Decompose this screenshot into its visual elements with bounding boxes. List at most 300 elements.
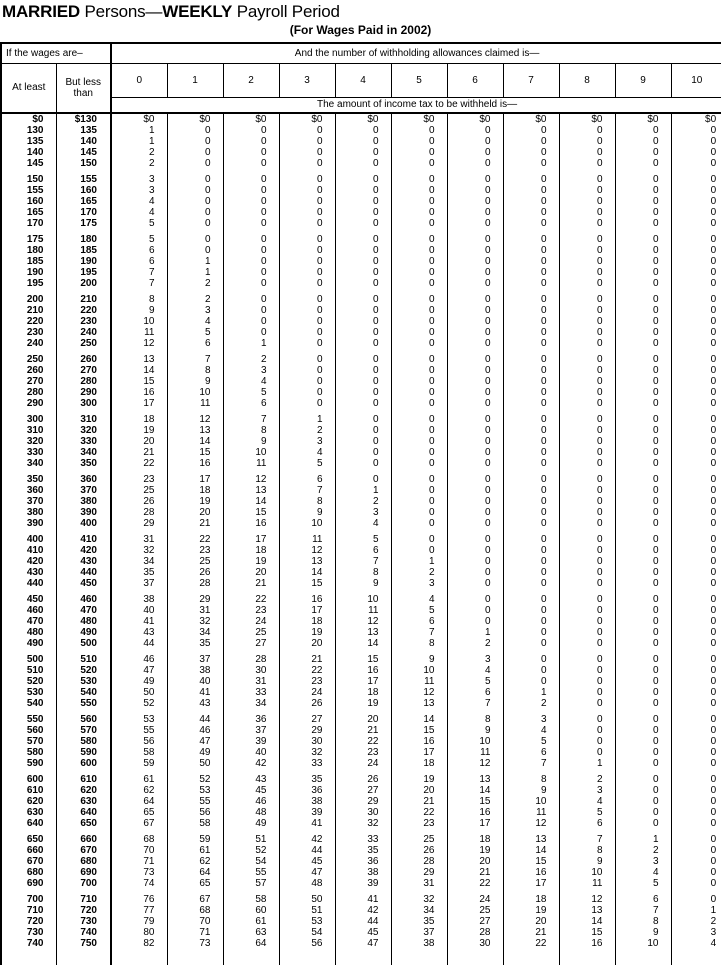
tax-amount-cell: 37 — [167, 649, 223, 665]
tax-amount-cell: 0 — [447, 229, 503, 245]
tax-amount-cell: 19 — [167, 496, 223, 507]
at-least-cell: 700 — [1, 889, 56, 905]
tax-amount-cell: 14 — [447, 785, 503, 796]
tax-amount-cell: 44 — [335, 916, 391, 927]
tax-amount-cell: 0 — [391, 447, 447, 458]
tax-amount-cell: 0 — [447, 556, 503, 567]
tax-amount-cell: 58 — [111, 747, 167, 758]
tax-amount-cell: 0 — [559, 147, 615, 158]
tax-amount-cell: 0 — [710, 545, 717, 556]
at-least-cell: 470 — [1, 616, 56, 627]
tax-amount-cell: 0 — [503, 147, 559, 158]
tax-amount-cell: 0 — [559, 747, 615, 758]
tax-amount-cell: 0 — [279, 147, 335, 158]
tax-amount-cell: 53 — [111, 709, 167, 725]
tax-amount-cell: 0 — [335, 169, 391, 185]
wage-bracket-group — [1, 229, 721, 289]
tax-amount-cell: 0 — [710, 578, 717, 589]
tax-amount-cell: 20 — [447, 856, 503, 867]
tax-amount-cell: 0 — [710, 387, 717, 398]
tax-amount-cell: 11 — [335, 605, 391, 616]
tax-amount-cell: 12 — [111, 338, 167, 349]
table-row — [1, 529, 721, 545]
but-less-than-cell: 420 — [56, 545, 111, 556]
tax-amount-cell: 15 — [391, 725, 447, 736]
tax-amount-cell: 0 — [710, 747, 717, 758]
tax-amount-cell: 3 — [111, 185, 167, 196]
table-row — [1, 136, 721, 147]
tax-amount-cell: 58 — [223, 889, 279, 905]
tax-amount-cell: 0 — [710, 845, 717, 856]
tax-amount-cell: 0 — [615, 409, 671, 425]
tax-amount-cell: 0 — [559, 425, 615, 436]
tax-amount-cell: 77 — [111, 905, 167, 916]
tax-amount-cell: 4 — [447, 665, 503, 676]
tax-amount-cell: 6 — [615, 889, 671, 905]
tax-amount-cell: 45 — [279, 856, 335, 867]
tax-amount-cell: 26 — [335, 769, 391, 785]
tax-amount-cell: 5 — [447, 676, 503, 687]
tax-amount-cell: 10 — [111, 316, 167, 327]
tax-amount-cell: 0 — [615, 376, 671, 387]
at-least-cell: 360 — [1, 485, 56, 496]
tax-amount-cell: 10 — [391, 665, 447, 676]
tax-amount-cell: 0 — [503, 365, 559, 376]
page-title — [0, 0, 721, 22]
wage-bracket-group — [1, 769, 721, 829]
at-least-cell: 310 — [1, 425, 56, 436]
tax-amount-cell: 0 — [279, 218, 335, 229]
tax-amount-cell: 57 — [223, 878, 279, 889]
tax-amount-cell: 0 — [503, 256, 559, 267]
tax-amount-cell: 25 — [447, 905, 503, 916]
wages-are-header: If the wages are– — [1, 43, 111, 63]
tax-amount-cell: 0 — [503, 665, 559, 676]
at-least-cell: 600 — [1, 769, 56, 785]
tax-amount-cell: 0 — [167, 207, 223, 218]
table-row — [1, 409, 721, 425]
tax-amount-cell: 0 — [503, 207, 559, 218]
tax-amount-cell: 0 — [559, 185, 615, 196]
tax-amount-cell: 0 — [615, 627, 671, 638]
tax-amount-cell: 33 — [279, 758, 335, 769]
table-row — [1, 207, 721, 218]
tax-amount-cell: 0 — [559, 469, 615, 485]
at-least-cell: 200 — [1, 289, 56, 305]
tax-amount-cell: 0 — [279, 125, 335, 136]
tax-amount-cell: 0 — [559, 316, 615, 327]
tax-amount-cell: 44 — [167, 709, 223, 725]
at-least-cell: 350 — [1, 469, 56, 485]
tax-amount-cell: 0 — [223, 305, 279, 316]
tax-amount-cell: 9 — [279, 507, 335, 518]
tax-amount-cell: 22 — [167, 529, 223, 545]
tax-amount-cell: 0 — [710, 518, 717, 529]
tax-amount-cell: 0 — [503, 567, 559, 578]
tax-amount-cell: 0 — [710, 638, 717, 649]
tax-amount-cell: 42 — [279, 829, 335, 845]
tax-amount-cell: 0 — [447, 196, 503, 207]
wage-bracket-group — [1, 409, 721, 469]
table-row — [1, 147, 721, 158]
tax-amount-cell: 13 — [279, 556, 335, 567]
tax-amount-cell: 3 — [279, 436, 335, 447]
but-less-than-cell: 330 — [56, 436, 111, 447]
tax-amount-cell: 1 — [447, 627, 503, 638]
tax-amount-cell: 0 — [223, 229, 279, 245]
tax-amount-cell: 0 — [710, 818, 717, 829]
tax-amount-cell: 0 — [503, 507, 559, 518]
tax-amount-cell: 22 — [391, 807, 447, 818]
tax-amount-cell: 17 — [447, 818, 503, 829]
table-row — [1, 927, 721, 938]
tax-amount-cell: 0 — [223, 327, 279, 338]
tax-amount-cell: 0 — [559, 518, 615, 529]
tax-amount-cell: 0 — [559, 169, 615, 185]
tax-amount-cell: 0 — [391, 207, 447, 218]
tax-amount-cell: 18 — [447, 829, 503, 845]
tax-amount-cell: 1 — [167, 267, 223, 278]
tax-amount-cell: 0 — [710, 207, 717, 218]
tax-amount-cell: 22 — [503, 938, 559, 949]
at-least-cell: 570 — [1, 736, 56, 747]
but-less-than-cell: 310 — [56, 409, 111, 425]
tax-amount-cell: 0 — [391, 278, 447, 289]
tax-amount-cell: 65 — [111, 807, 167, 818]
tax-amount-cell: 0 — [710, 567, 717, 578]
tax-amount-cell: 0 — [615, 245, 671, 256]
tax-amount-cell: 27 — [279, 709, 335, 725]
tax-amount-cell: 0 — [223, 218, 279, 229]
tax-amount-cell: 76 — [111, 889, 167, 905]
tax-amount-cell: 0 — [335, 305, 391, 316]
tax-amount-cell: 41 — [167, 687, 223, 698]
but-less-than-cell: 480 — [56, 616, 111, 627]
tax-amount-cell: 0 — [615, 338, 671, 349]
tax-amount-cell: 0 — [447, 136, 503, 147]
tax-amount-cell: 52 — [223, 845, 279, 856]
tax-amount-cell: 6 — [391, 616, 447, 627]
tax-amount-cell: 40 — [167, 676, 223, 687]
tax-amount-cell: 34 — [223, 698, 279, 709]
at-least-cell: 240 — [1, 338, 56, 349]
tax-amount-cell: 0 — [391, 365, 447, 376]
tax-amount-cell: 0 — [559, 545, 615, 556]
tax-amount-cell: 0 — [447, 425, 503, 436]
tax-amount-cell: 38 — [335, 867, 391, 878]
tax-amount-cell: 4 — [279, 447, 335, 458]
tax-amount-cell: 42 — [223, 758, 279, 769]
tax-amount-cell: 26 — [279, 698, 335, 709]
tax-amount-cell: 20 — [223, 567, 279, 578]
tax-amount-cell: 0 — [391, 218, 447, 229]
tax-amount-cell: $0 — [111, 113, 167, 125]
tax-amount-cell: 2 — [503, 698, 559, 709]
tax-amount-cell: 0 — [279, 376, 335, 387]
but-less-than-cell: 340 — [56, 447, 111, 458]
tax-amount-cell: 0 — [391, 158, 447, 169]
but-less-than-cell: 400 — [56, 518, 111, 529]
tax-amount-cell: 0 — [503, 458, 559, 469]
tax-amount-cell: 71 — [167, 927, 223, 938]
tax-amount-cell: 10 — [335, 589, 391, 605]
tax-amount-cell: 0 — [710, 714, 717, 725]
tax-amount-cell: 16 — [223, 518, 279, 529]
tax-amount-cell: 0 — [615, 589, 671, 605]
tax-amount-cell: 0 — [559, 529, 615, 545]
tax-amount-cell: 0 — [447, 158, 503, 169]
tax-amount-cell: 0 — [710, 414, 717, 425]
tax-amount-cell: 0 — [503, 125, 559, 136]
tax-amount-cell: 0 — [503, 425, 559, 436]
tax-amount-cell: 11 — [503, 807, 559, 818]
tax-amount-cell: 0 — [447, 398, 503, 409]
tax-amount-cell: 17 — [111, 398, 167, 409]
but-less-than-cell: 490 — [56, 627, 111, 638]
tax-amount-cell: 71 — [111, 856, 167, 867]
tax-amount-cell: 0 — [615, 496, 671, 507]
tax-amount-cell: 0 — [335, 229, 391, 245]
tax-amount-cell: 4 — [559, 796, 615, 807]
tax-amount-cell: 0 — [615, 785, 671, 796]
table-row — [1, 649, 721, 665]
tax-amount-cell: 9 — [559, 856, 615, 867]
tax-amount-cell: 36 — [279, 785, 335, 796]
tax-amount-cell: 2 — [111, 158, 167, 169]
allowance-col-header-7: 7 — [503, 63, 559, 97]
tax-amount-cell: 34 — [391, 905, 447, 916]
tax-amount-cell: 0 — [391, 409, 447, 425]
tax-amount-cell: 5 — [279, 458, 335, 469]
tax-amount-cell: 0 — [710, 796, 717, 807]
at-least-cell: 620 — [1, 796, 56, 807]
table-row — [1, 556, 721, 567]
table-row — [1, 709, 721, 725]
tax-amount-cell: 44 — [279, 845, 335, 856]
tax-amount-cell: 0 — [503, 327, 559, 338]
but-less-than-cell: 520 — [56, 665, 111, 676]
at-least-cell: 640 — [1, 818, 56, 829]
at-least-cell: 690 — [1, 878, 56, 889]
but-less-than-cell: 180 — [56, 229, 111, 245]
tax-amount-cell: 6 — [559, 818, 615, 829]
tax-amount-cell: 0 — [615, 305, 671, 316]
tax-amount-cell: 0 — [391, 436, 447, 447]
tax-amount-cell: 38 — [279, 796, 335, 807]
tax-amount-cell: 0 — [615, 147, 671, 158]
tax-amount-cell: 0 — [710, 665, 717, 676]
but-less-than-cell: 510 — [56, 649, 111, 665]
but-less-than-cell: 160 — [56, 185, 111, 196]
tax-amount-cell: 4 — [335, 518, 391, 529]
tax-amount-cell: 0 — [615, 436, 671, 447]
table-row — [1, 916, 721, 927]
at-least-cell: 300 — [1, 409, 56, 425]
tax-amount-cell: 4 — [615, 867, 671, 878]
tax-amount-cell: 0 — [279, 158, 335, 169]
tax-amount-cell: 0 — [447, 338, 503, 349]
but-less-than-cell: 210 — [56, 289, 111, 305]
table-row — [1, 425, 721, 436]
wage-bracket-group — [1, 289, 721, 349]
tax-amount-cell: 0 — [503, 469, 559, 485]
tax-amount-cell: 56 — [111, 736, 167, 747]
tax-amount-cell: 0 — [503, 436, 559, 447]
but-less-than-cell: 500 — [56, 638, 111, 649]
tax-amount-cell: 0 — [615, 605, 671, 616]
at-least-cell: 220 — [1, 316, 56, 327]
tax-amount-cell: 28 — [111, 507, 167, 518]
tax-amount-cell: 9 — [223, 436, 279, 447]
table-row — [1, 289, 721, 305]
tax-amount-cell: 0 — [335, 158, 391, 169]
tax-amount-cell: 0 — [559, 278, 615, 289]
at-least-cell: 390 — [1, 518, 56, 529]
tax-amount-cell: 54 — [279, 927, 335, 938]
tax-amount-cell: 0 — [503, 278, 559, 289]
at-least-cell: 260 — [1, 365, 56, 376]
tax-amount-cell: 50 — [111, 687, 167, 698]
but-less-than-cell: 165 — [56, 196, 111, 207]
tax-amount-cell: 46 — [111, 649, 167, 665]
but-less-than-cell: 270 — [56, 365, 111, 376]
tax-amount-cell: 0 — [391, 169, 447, 185]
tax-amount-cell: 0 — [447, 387, 503, 398]
tax-amount-cell: 0 — [615, 207, 671, 218]
table-row — [1, 725, 721, 736]
tax-amount-cell: 0 — [391, 507, 447, 518]
tax-amount-cell: 11 — [111, 327, 167, 338]
tax-amount-cell: 0 — [447, 278, 503, 289]
but-less-than-cell: 600 — [56, 758, 111, 769]
tax-amount-cell: 0 — [503, 578, 559, 589]
tax-amount-cell: 0 — [615, 169, 671, 185]
tax-amount-cell: 0 — [391, 398, 447, 409]
tax-amount-cell: 16 — [559, 938, 615, 949]
tax-amount-cell: $0 — [705, 114, 717, 125]
at-least-cell: 540 — [1, 698, 56, 709]
but-less-than-cell: 250 — [56, 338, 111, 349]
tax-amount-cell: 29 — [111, 518, 167, 529]
tax-amount-cell: 0 — [710, 256, 717, 267]
tax-amount-cell: 49 — [111, 676, 167, 687]
table-row — [1, 338, 721, 349]
tax-amount-cell: 0 — [710, 774, 717, 785]
tax-amount-cell: 5 — [559, 807, 615, 818]
tax-amount-cell: 0 — [167, 196, 223, 207]
at-least-cell: $0 — [1, 113, 56, 125]
tax-amount-cell: 42 — [335, 905, 391, 916]
tax-amount-cell: 0 — [335, 316, 391, 327]
tax-amount-cell: 34 — [111, 556, 167, 567]
tax-amount-cell: 0 — [447, 545, 503, 556]
at-least-cell: 380 — [1, 507, 56, 518]
table-row — [1, 185, 721, 196]
tax-amount-cell: 0 — [503, 387, 559, 398]
tax-amount-cell: 39 — [223, 736, 279, 747]
but-less-than-cell: 220 — [56, 305, 111, 316]
tax-amount-cell: 0 — [503, 529, 559, 545]
tax-amount-cell: 14 — [223, 496, 279, 507]
tax-amount-cell: 3 — [111, 169, 167, 185]
tax-amount-cell: 11 — [279, 529, 335, 545]
tax-amount-cell: 0 — [447, 245, 503, 256]
tax-amount-cell: 7 — [223, 409, 279, 425]
tax-amount-cell: 0 — [559, 567, 615, 578]
tax-amount-cell: 13 — [391, 698, 447, 709]
tax-amount-cell: 0 — [615, 256, 671, 267]
table-row — [1, 665, 721, 676]
tax-amount-cell: 25 — [167, 556, 223, 567]
tax-amount-cell: 1 — [710, 905, 717, 916]
tax-amount-cell: 1 — [111, 136, 167, 147]
tax-amount-cell: 0 — [710, 147, 717, 158]
at-least-cell: 280 — [1, 387, 56, 398]
table-row — [1, 113, 721, 125]
tax-amount-cell: 7 — [335, 556, 391, 567]
tax-amount-cell: 0 — [167, 158, 223, 169]
table-row — [1, 605, 721, 616]
tax-amount-cell: 0 — [279, 327, 335, 338]
tax-amount-cell: 0 — [391, 305, 447, 316]
tax-amount-cell: 0 — [503, 136, 559, 147]
tax-amount-cell: 56 — [167, 807, 223, 818]
at-least-cell: 270 — [1, 376, 56, 387]
tax-amount-cell: 0 — [559, 627, 615, 638]
tax-amount-cell: 0 — [447, 409, 503, 425]
tax-amount-cell: 0 — [223, 196, 279, 207]
tax-amount-cell: 0 — [223, 158, 279, 169]
tax-amount-cell: 0 — [335, 136, 391, 147]
at-least-cell: 730 — [1, 927, 56, 938]
tax-amount-cell: 0 — [710, 136, 717, 147]
table-row — [1, 878, 721, 889]
tax-amount-cell: 5 — [335, 529, 391, 545]
tax-amount-cell: 35 — [335, 845, 391, 856]
tax-amount-cell: 31 — [111, 529, 167, 545]
tax-amount-cell: 0 — [279, 245, 335, 256]
tax-amount-cell: 0 — [335, 289, 391, 305]
tax-amount-cell: 0 — [335, 196, 391, 207]
tax-amount-cell: 1 — [279, 409, 335, 425]
tax-amount-cell: 2 — [391, 567, 447, 578]
tax-amount-cell: 0 — [447, 169, 503, 185]
tax-amount-cell: 16 — [279, 589, 335, 605]
tax-amount-cell: 0 — [710, 327, 717, 338]
tax-amount-cell: 0 — [447, 147, 503, 158]
table-row — [1, 545, 721, 556]
tax-amount-cell: 61 — [111, 769, 167, 785]
tax-amount-cell: 0 — [710, 736, 717, 747]
but-less-than-header: But less than — [56, 63, 111, 113]
table-row — [1, 638, 721, 649]
at-least-cell: 400 — [1, 529, 56, 545]
but-less-than-cell: 350 — [56, 458, 111, 469]
tax-amount-cell: 0 — [447, 605, 503, 616]
tax-amount-cell: 0 — [391, 545, 447, 556]
tax-amount-cell: 1 — [615, 829, 671, 845]
tax-amount-cell: 10 — [223, 447, 279, 458]
tax-amount-cell: 4 — [111, 207, 167, 218]
tax-amount-cell: 0 — [279, 349, 335, 365]
tax-amount-cell: 0 — [391, 267, 447, 278]
at-least-cell: 140 — [1, 147, 56, 158]
tax-amount-cell: 2 — [279, 425, 335, 436]
tax-amount-cell: 10 — [503, 796, 559, 807]
tax-amount-cell: 0 — [559, 327, 615, 338]
tax-amount-cell: 0 — [710, 338, 717, 349]
tax-amount-cell: 0 — [710, 294, 717, 305]
